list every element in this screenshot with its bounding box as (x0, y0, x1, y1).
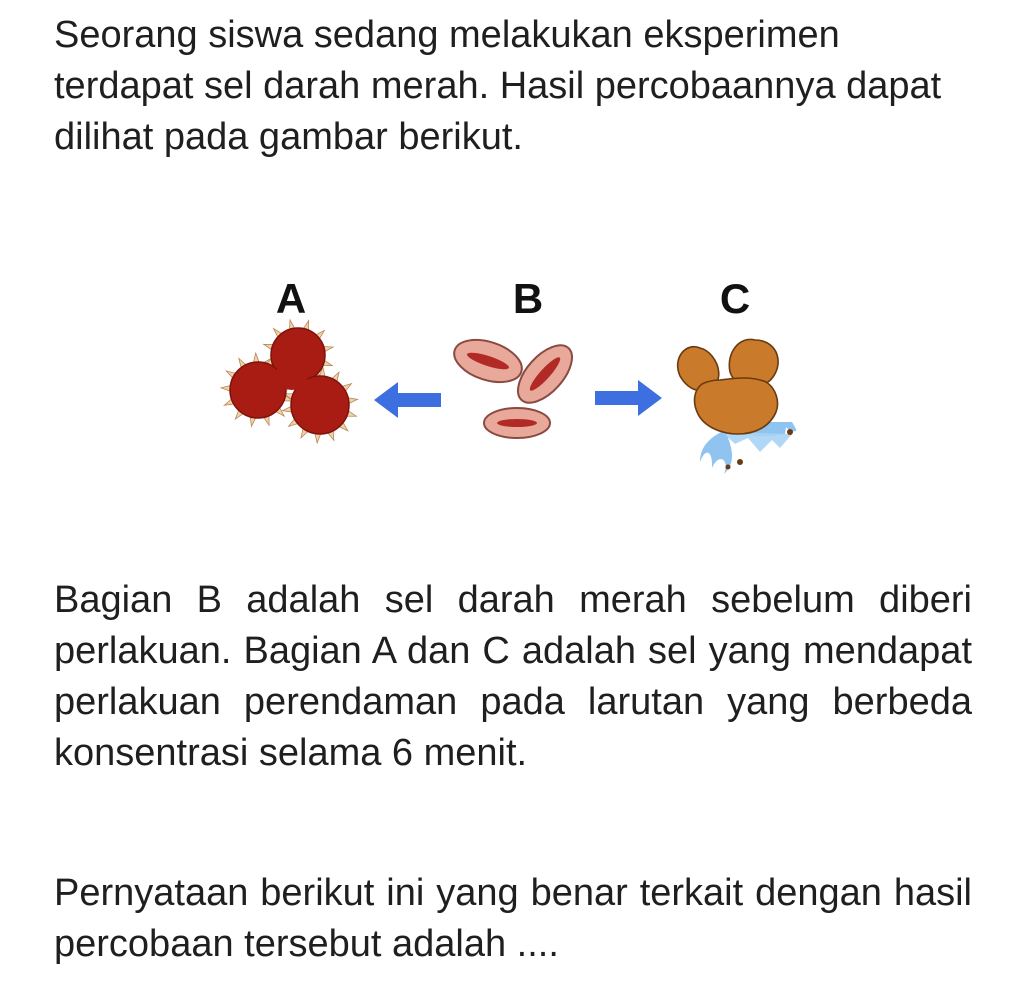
prompt-paragraph: Pernyataan berikut ini yang benar terkait dengan hasil percobaan tersebut adalah .... (54, 872, 972, 965)
crenated-cell-a (221, 320, 358, 443)
normal-cell-b (449, 332, 582, 438)
intro-paragraph: Seorang siswa sedang melakukan eksperimen terdapat sel darah merah. Hasil percobaannya dapat dilihat pada gambar berikut. (54, 14, 942, 158)
arrow-right-icon (595, 380, 662, 416)
red-blood-cell-figure (200, 262, 820, 492)
label-c: C (719, 275, 751, 322)
figure-svg (200, 262, 820, 492)
explanation-paragraph: Bagian B adalah sel darah merah sebelum diberi perlakuan. Bagian A dan C adalah sel yang mendapat perlakuan perendaman pada larutan yang berbeda konsentrasi selama 6 menit. (54, 579, 972, 774)
lysed-cell-c (678, 339, 797, 474)
arrow-left-icon (374, 382, 441, 418)
label-b: B (512, 275, 544, 322)
label-a: A (275, 275, 307, 322)
